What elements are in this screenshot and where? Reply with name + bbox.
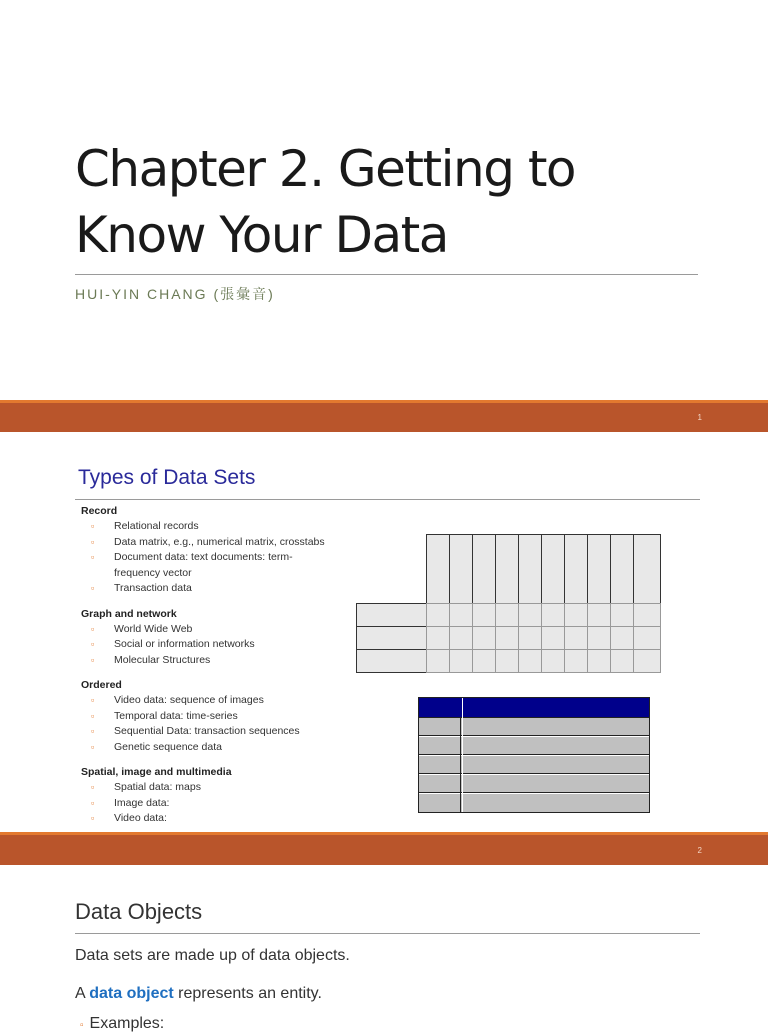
body-paragraph: A data object represents an entity. xyxy=(75,985,322,1002)
title-divider xyxy=(75,933,700,934)
list-item: ▫ Genetic sequence data xyxy=(81,740,371,756)
group-record xyxy=(81,504,371,597)
title-slide xyxy=(0,0,768,400)
author-subtitle: HUI-YIN CHANG (張彙音) xyxy=(75,286,275,302)
group-heading: Ordered xyxy=(81,679,122,691)
title-line-2: Know Your Data xyxy=(75,206,448,264)
body-paragraph: Data sets are made up of data objects. xyxy=(75,947,350,964)
highlighted-term: data object xyxy=(89,985,174,1002)
group-ordered xyxy=(81,678,371,755)
group-spatial-multimedia xyxy=(81,765,371,827)
list-item: ▫ Document data: text documents: term- xyxy=(81,550,371,566)
list-item: ▫ Video data: sequence of images xyxy=(81,693,371,709)
data-set-types-list xyxy=(81,504,371,837)
page-number: 2 xyxy=(697,846,702,855)
square-bullet-icon: ▫ xyxy=(91,639,95,649)
list-item: ▫ Temporal data: time-series xyxy=(81,709,371,725)
list-item: ▫ World Wide Web xyxy=(81,622,371,638)
list-item: ▫ Social or information networks xyxy=(81,637,371,653)
square-bullet-icon: ▫ xyxy=(91,536,95,547)
list-item: ▫ Image data: xyxy=(81,796,371,812)
square-bullet-icon: ▫ xyxy=(91,654,95,665)
group-heading: Record xyxy=(81,505,118,517)
slide-footer-band xyxy=(0,400,768,432)
title-divider xyxy=(75,274,698,275)
list-item: ▫ Data matrix, e.g., numerical matrix, crosstabs xyxy=(81,535,371,551)
list-item: ▫ Spatial data: maps xyxy=(81,780,371,796)
list-item: ▫ Examples: xyxy=(80,1015,165,1032)
square-bullet-icon: ▫ xyxy=(80,1020,84,1031)
data-objects-slide xyxy=(0,865,768,1032)
square-bullet-icon: ▫ xyxy=(91,741,95,752)
data-matrix-grid xyxy=(356,534,662,674)
slide-footer-band xyxy=(0,832,768,865)
square-bullet-icon: ▫ xyxy=(91,797,95,808)
slide-title: Data Objects xyxy=(75,899,203,924)
square-bullet-icon: ▫ xyxy=(91,552,95,562)
page-number: 1 xyxy=(697,413,702,422)
list-item: ▫ Relational records xyxy=(81,519,371,535)
list-item-continuation: frequency vector xyxy=(114,566,192,579)
slide-title: Types of Data Sets xyxy=(78,466,256,489)
types-of-data-sets-slide xyxy=(0,432,768,832)
list-item: ▫ Transaction data xyxy=(81,581,371,597)
slide-title xyxy=(75,136,715,268)
square-bullet-icon: ▫ xyxy=(91,521,95,531)
square-bullet-icon: ▫ xyxy=(91,813,95,823)
square-bullet-icon: ▫ xyxy=(91,782,95,792)
sequence-table-graphic xyxy=(418,697,650,813)
list-item: ▫ Sequential Data: transaction sequences xyxy=(81,724,371,740)
title-divider xyxy=(75,499,700,500)
group-heading: Spatial, image and multimedia xyxy=(81,766,232,778)
group-heading: Graph and network xyxy=(81,607,177,620)
title-line-1: Chapter 2. Getting to xyxy=(75,140,576,198)
square-bullet-icon: ▫ xyxy=(91,726,95,736)
list-item: ▫ Molecular Structures xyxy=(81,653,371,669)
square-bullet-icon: ▫ xyxy=(91,623,95,634)
square-bullet-icon: ▫ xyxy=(91,583,95,593)
square-bullet-icon: ▫ xyxy=(91,695,95,705)
square-bullet-icon: ▫ xyxy=(91,710,95,721)
group-graph-network xyxy=(81,607,371,669)
list-item: ▫ Video data: xyxy=(81,811,371,827)
